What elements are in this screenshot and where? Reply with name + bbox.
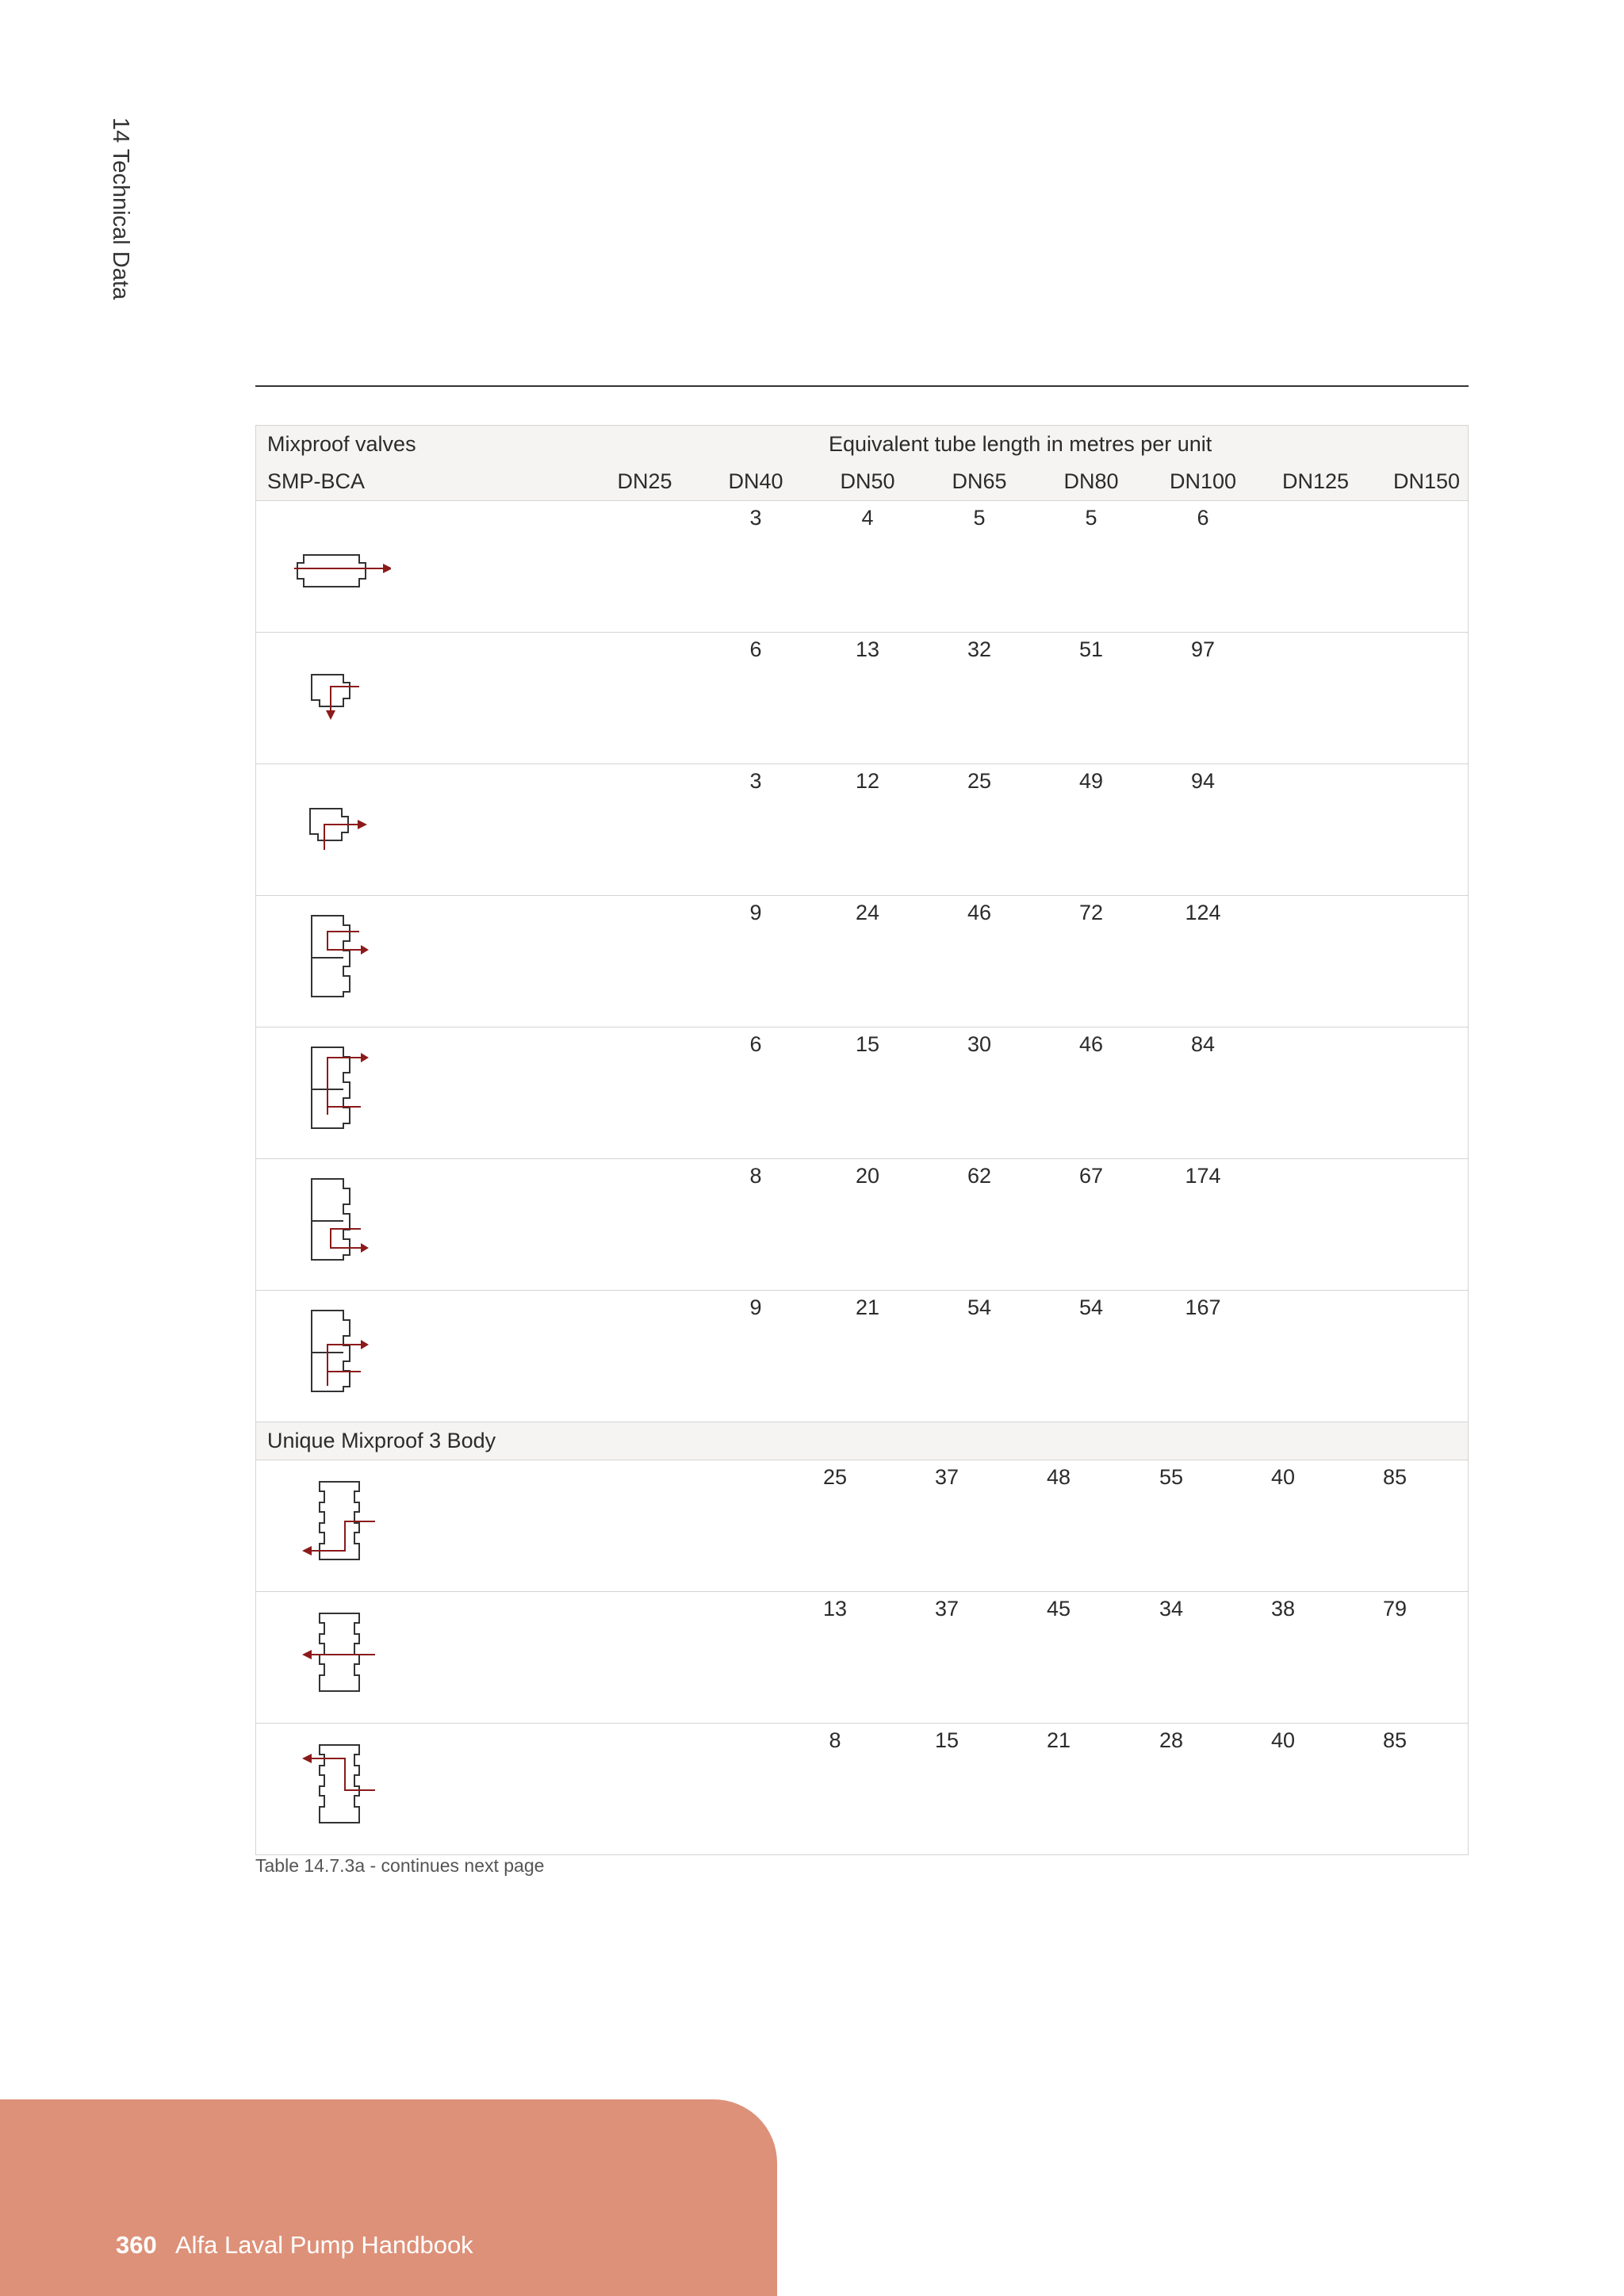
header-left: Mixproof valves — [267, 432, 416, 456]
straight-through-flow-icon — [288, 531, 391, 603]
table-cell: 94 — [1190, 769, 1216, 793]
equivalent-length-table — [255, 425, 1469, 1855]
col-dn25: DN25 — [617, 469, 672, 493]
table-cell: 84 — [1190, 1032, 1216, 1056]
table-cell: 4 — [861, 506, 874, 530]
col-dn100: DN100 — [1169, 469, 1237, 493]
table-cell: 72 — [1078, 901, 1104, 924]
three-body-upper-left-icon — [288, 1741, 391, 1836]
table-cell: 28 — [1159, 1728, 1184, 1752]
table-cell: 30 — [967, 1032, 992, 1056]
table-cell: 174 — [1185, 1164, 1221, 1188]
col-dn65: DN65 — [952, 469, 1007, 493]
table-row — [256, 1027, 1468, 1159]
table-cell: 67 — [1078, 1164, 1104, 1188]
table-row — [256, 1291, 1468, 1422]
table-cell: 8 — [829, 1728, 841, 1752]
table-cell: 40 — [1270, 1465, 1296, 1489]
table-cell: 9 — [749, 1295, 762, 1319]
three-body-middle-left-icon — [288, 1609, 391, 1705]
section-unique-mixproof: Unique Mixproof 3 Body — [256, 1422, 1468, 1460]
table-cell: 13 — [822, 1597, 848, 1621]
book-title: Alfa Laval Pump Handbook — [175, 2231, 473, 2259]
table-cell: 25 — [822, 1465, 848, 1489]
table-cell: 62 — [967, 1164, 992, 1188]
table-cell: 37 — [934, 1465, 959, 1489]
table-row — [256, 633, 1468, 764]
table-cell: 25 — [967, 769, 992, 793]
table-cell: 3 — [749, 506, 762, 530]
table-row — [256, 896, 1468, 1027]
page-number: 360 — [116, 2231, 157, 2259]
flow-down-bend-icon — [288, 663, 391, 734]
table-cell: 8 — [749, 1164, 762, 1188]
table-cell: 79 — [1382, 1597, 1408, 1621]
table-cell: 51 — [1078, 637, 1104, 661]
col-dn50: DN50 — [840, 469, 895, 493]
table-cell: 24 — [855, 901, 880, 924]
col-dn80: DN80 — [1063, 469, 1119, 493]
table-row — [256, 1460, 1468, 1592]
col-dn150: DN150 — [1392, 469, 1461, 493]
table-row — [256, 1592, 1468, 1724]
table-cell: 21 — [855, 1295, 880, 1319]
section-title: 14 Technical Data — [108, 117, 133, 300]
two-body-upper-outlet-icon — [288, 1043, 391, 1138]
table-cell: 97 — [1190, 637, 1216, 661]
table-cell: 38 — [1270, 1597, 1296, 1621]
table-cell: 12 — [855, 769, 880, 793]
table-cell: 15 — [855, 1032, 880, 1056]
flow-right-bend-icon — [288, 794, 391, 866]
table-cell: 6 — [749, 1032, 762, 1056]
table-cell: 34 — [1159, 1597, 1184, 1621]
table-row — [256, 1159, 1468, 1291]
subheader-left: SMP-BCA — [267, 469, 366, 493]
table-cell: 85 — [1382, 1465, 1408, 1489]
table-cell: 46 — [1078, 1032, 1104, 1056]
table-cell: 20 — [855, 1164, 880, 1188]
table-cell: 45 — [1046, 1597, 1071, 1621]
table-cell: 5 — [1085, 506, 1097, 530]
table-cell: 6 — [1197, 506, 1209, 530]
page-footer — [0, 2099, 777, 2296]
three-body-lower-left-icon — [288, 1478, 391, 1573]
table-cell: 49 — [1078, 769, 1104, 793]
table-cell: 167 — [1185, 1295, 1221, 1319]
two-body-lower-through-icon — [288, 1175, 391, 1270]
table-cell: 46 — [967, 901, 992, 924]
col-dn125: DN125 — [1281, 469, 1350, 493]
table-row — [256, 501, 1468, 633]
two-body-upper-through-icon — [288, 1307, 391, 1402]
table-cell: 124 — [1185, 901, 1221, 924]
table-cell: 21 — [1046, 1728, 1071, 1752]
table-cell: 5 — [973, 506, 986, 530]
table-cell: 54 — [967, 1295, 992, 1319]
table-caption: Table 14.7.3a - continues next page — [255, 1855, 545, 1876]
table-header — [256, 426, 1468, 501]
table-cell: 54 — [1078, 1295, 1104, 1319]
table-cell: 3 — [749, 769, 762, 793]
table-cell: 55 — [1159, 1465, 1184, 1489]
table-cell: 40 — [1270, 1728, 1296, 1752]
table-cell: 48 — [1046, 1465, 1071, 1489]
table-row — [256, 764, 1468, 896]
header-rule — [255, 385, 1469, 387]
header-right: Equivalent tube length in metres per unit — [829, 432, 1212, 456]
table-cell: 32 — [967, 637, 992, 661]
two-body-lower-outlet-icon — [288, 912, 391, 1007]
table-cell: 6 — [749, 637, 762, 661]
col-dn40: DN40 — [728, 469, 783, 493]
table-cell: 37 — [934, 1597, 959, 1621]
table-row — [256, 1724, 1468, 1854]
table-cell: 15 — [934, 1728, 959, 1752]
table-cell: 85 — [1382, 1728, 1408, 1752]
table-cell: 13 — [855, 637, 880, 661]
table-cell: 9 — [749, 901, 762, 924]
